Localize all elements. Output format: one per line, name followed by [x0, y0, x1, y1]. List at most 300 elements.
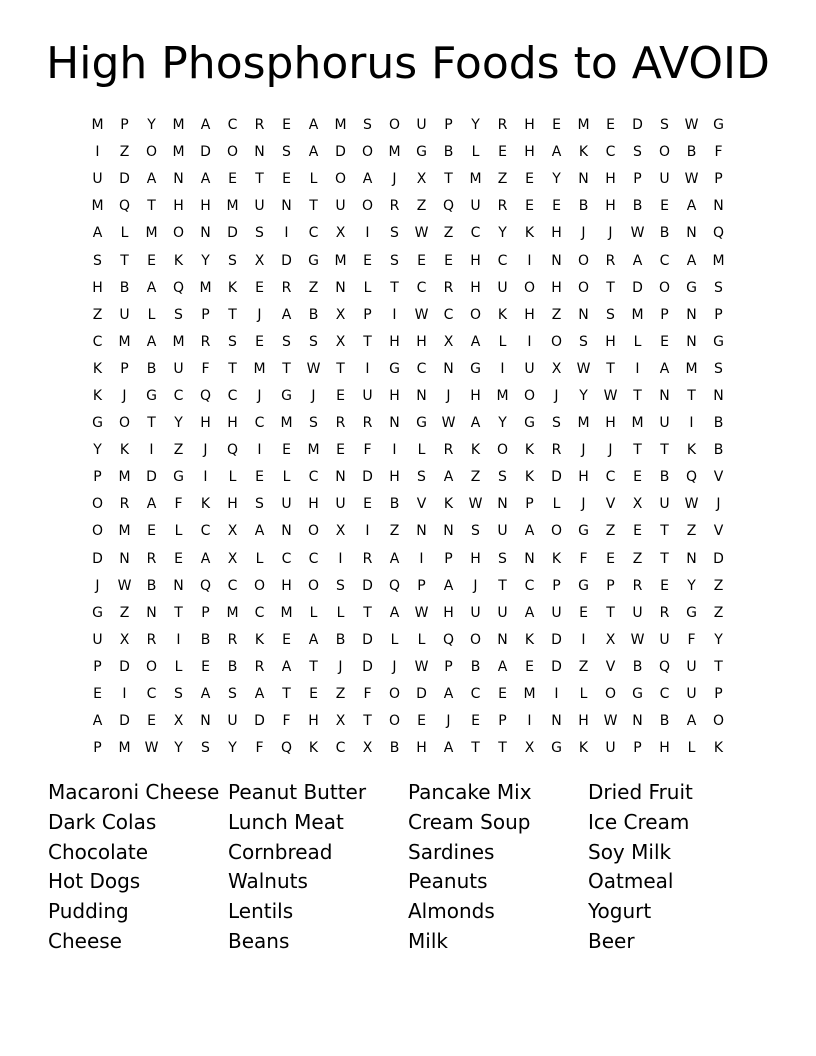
grid-letter: P — [714, 171, 723, 188]
grid-letter: U — [497, 279, 508, 296]
grid-letter: L — [228, 469, 237, 486]
grid-letter: K — [92, 387, 103, 404]
grid-letter: Q — [172, 279, 185, 296]
grid-letter: U — [362, 387, 373, 404]
grid-letter: R — [335, 415, 346, 432]
grid-letter: U — [659, 171, 670, 188]
grid-letter: D — [92, 550, 103, 567]
grid-letter: K — [524, 442, 535, 459]
grid-letter: S — [255, 225, 264, 242]
grid-letter: I — [527, 333, 532, 350]
grid-letter: S — [228, 333, 237, 350]
grid-letter: P — [660, 306, 669, 323]
grid-letter: I — [392, 442, 397, 459]
grid-letter: N — [119, 550, 130, 567]
grid-letter: S — [174, 686, 183, 703]
grid-letter: J — [122, 387, 127, 404]
grid-letter: Y — [498, 225, 507, 242]
grid-letter: V — [713, 523, 724, 540]
grid-letter: U — [173, 360, 184, 377]
grid-letter: X — [524, 740, 535, 757]
grid-letter: S — [417, 469, 426, 486]
grid-letter: D — [551, 469, 562, 486]
grid-letter: L — [174, 658, 183, 675]
grid-letter: H — [524, 306, 535, 323]
word-list-item: Peanuts — [408, 869, 488, 894]
word-list — [48, 778, 788, 957]
grid-letter: H — [308, 713, 319, 730]
grid-letter: Y — [174, 415, 183, 432]
grid-letter: N — [335, 469, 346, 486]
grid-letter: T — [633, 387, 642, 404]
grid-letter: B — [713, 415, 724, 432]
grid-letter: G — [308, 252, 319, 269]
grid-letter: B — [146, 577, 157, 594]
grid-letter: T — [147, 415, 156, 432]
grid-letter: S — [498, 550, 507, 567]
grid-letter: O — [388, 713, 401, 730]
grid-letter: B — [632, 198, 643, 215]
grid-letter: M — [496, 387, 509, 404]
grid-letter: K — [524, 225, 535, 242]
grid-letter: D — [632, 117, 643, 134]
grid-letter: I — [95, 144, 100, 161]
grid-letter: S — [390, 252, 399, 269]
grid-letter: E — [147, 713, 156, 730]
grid-letter: Y — [687, 577, 696, 594]
grid-letter: M — [172, 144, 185, 161]
grid-letter: I — [527, 252, 532, 269]
grid-letter: E — [552, 198, 561, 215]
grid-letter: B — [659, 225, 670, 242]
grid-row — [84, 600, 732, 627]
grid-letter: D — [146, 469, 157, 486]
grid-letter: X — [362, 740, 373, 757]
grid-letter: R — [119, 496, 130, 513]
grid-letter: U — [632, 604, 643, 621]
grid-letter: U — [686, 658, 697, 675]
word-list-column — [228, 778, 408, 957]
grid-letter: S — [174, 306, 183, 323]
grid-letter: E — [255, 469, 264, 486]
grid-letter: H — [92, 279, 103, 296]
grid-letter: E — [336, 442, 345, 459]
grid-letter: E — [498, 686, 507, 703]
grid-letter: Z — [443, 225, 454, 242]
grid-letter: I — [257, 442, 262, 459]
grid-letter: E — [525, 171, 534, 188]
grid-letter: A — [200, 686, 211, 703]
grid-letter: N — [173, 171, 184, 188]
grid-letter: E — [282, 117, 291, 134]
grid-letter: A — [254, 523, 265, 540]
grid-letter: C — [416, 279, 427, 296]
grid-letter: X — [254, 252, 265, 269]
grid-letter: F — [579, 550, 588, 567]
grid-letter: X — [119, 631, 130, 648]
grid-letter: D — [119, 171, 130, 188]
grid-letter: L — [309, 604, 318, 621]
grid-letter: Z — [470, 469, 481, 486]
grid-letter: D — [362, 469, 373, 486]
grid-letter: T — [147, 198, 156, 215]
grid-letter: K — [470, 442, 481, 459]
grid-letter: L — [336, 604, 345, 621]
grid-letter: A — [389, 604, 400, 621]
grid-letter: V — [605, 658, 616, 675]
grid-letter: M — [172, 333, 185, 350]
grid-letter: K — [524, 469, 535, 486]
grid-letter: K — [497, 306, 508, 323]
grid-row — [84, 302, 732, 329]
grid-letter: O — [334, 171, 347, 188]
grid-letter: R — [227, 631, 238, 648]
grid-letter: A — [146, 496, 157, 513]
grid-letter: L — [255, 550, 264, 567]
grid-letter: N — [686, 225, 697, 242]
grid-letter: X — [335, 306, 346, 323]
grid-letter: K — [119, 442, 130, 459]
grid-row — [84, 139, 732, 166]
grid-letter: U — [551, 604, 562, 621]
grid-letter: H — [389, 387, 400, 404]
grid-letter: D — [713, 550, 724, 567]
grid-letter: A — [686, 252, 697, 269]
grid-letter: E — [525, 198, 534, 215]
grid-letter: J — [257, 387, 262, 404]
grid-letter: O — [550, 333, 563, 350]
grid-letter: A — [470, 333, 481, 350]
grid-letter: U — [686, 686, 697, 703]
grid-letter: L — [633, 333, 642, 350]
grid-letter: A — [551, 144, 562, 161]
grid-letter: W — [468, 496, 483, 513]
grid-letter: G — [92, 604, 103, 621]
grid-letter: U — [497, 523, 508, 540]
grid-letter: C — [605, 469, 616, 486]
grid-letter: D — [362, 631, 373, 648]
grid-letter: Y — [471, 117, 480, 134]
word-list-column — [48, 778, 228, 957]
grid-letter: S — [93, 252, 102, 269]
grid-letter: J — [95, 577, 100, 594]
grid-letter: L — [309, 171, 318, 188]
word-list-item: Chocolate — [48, 839, 149, 864]
grid-letter: E — [282, 631, 291, 648]
grid-letter: T — [363, 713, 372, 730]
grid-letter: P — [93, 740, 102, 757]
grid-letter: C — [173, 387, 184, 404]
grid-letter: O — [307, 577, 320, 594]
grid-letter: C — [227, 387, 238, 404]
grid-letter: A — [362, 171, 373, 188]
grid-letter: N — [713, 198, 724, 215]
grid-letter: H — [227, 496, 238, 513]
grid-letter: G — [173, 469, 184, 486]
grid-letter: A — [524, 604, 535, 621]
grid-letter: G — [281, 387, 292, 404]
grid-letter: M — [199, 279, 212, 296]
grid-letter: O — [253, 577, 266, 594]
grid-letter: W — [684, 171, 699, 188]
grid-letter: H — [605, 415, 616, 432]
grid-letter: T — [174, 604, 183, 621]
grid-letter: L — [120, 225, 129, 242]
grid-letter: T — [714, 658, 723, 675]
grid-letter: N — [578, 306, 589, 323]
grid-letter: A — [200, 171, 211, 188]
grid-letter: A — [308, 631, 319, 648]
grid-letter: T — [228, 360, 237, 377]
grid-letter: J — [716, 496, 721, 513]
grid-letter: A — [443, 686, 454, 703]
word-list-item: Almonds — [408, 899, 495, 924]
grid-letter: L — [174, 523, 183, 540]
grid-letter: H — [389, 469, 400, 486]
grid-letter: J — [392, 658, 397, 675]
grid-letter: C — [335, 740, 346, 757]
grid-letter: U — [470, 604, 481, 621]
page-title: High Phosphorus Foods to AVOID — [46, 38, 770, 89]
grid-row — [84, 518, 732, 545]
grid-letter: P — [120, 360, 129, 377]
grid-letter: J — [392, 171, 397, 188]
grid-letter: Z — [497, 171, 508, 188]
grid-letter: F — [714, 144, 723, 161]
grid-letter: H — [605, 171, 616, 188]
grid-letter: B — [443, 144, 454, 161]
grid-letter: Q — [199, 387, 212, 404]
grid-letter: E — [660, 333, 669, 350]
word-list-item: Pancake Mix — [408, 780, 532, 804]
grid-letter: C — [281, 550, 292, 567]
grid-letter: I — [554, 686, 559, 703]
grid-letter: O — [577, 279, 590, 296]
grid-letter: W — [117, 577, 132, 594]
grid-letter: Y — [174, 740, 183, 757]
grid-letter: R — [659, 604, 670, 621]
grid-letter: V — [713, 469, 724, 486]
grid-letter: F — [201, 360, 210, 377]
grid-letter: B — [713, 442, 724, 459]
grid-letter: D — [416, 686, 427, 703]
grid-letter: E — [174, 550, 183, 567]
grid-letter: T — [606, 360, 615, 377]
word-list-item: Dark Colas — [48, 809, 157, 834]
grid-letter: T — [471, 740, 480, 757]
grid-letter: C — [416, 360, 427, 377]
grid-letter: Z — [389, 523, 400, 540]
grid-row — [84, 654, 732, 681]
grid-letter: T — [363, 604, 372, 621]
grid-letter: X — [335, 523, 346, 540]
grid-letter: A — [146, 171, 157, 188]
grid-letter: M — [712, 252, 725, 269]
grid-letter: H — [470, 279, 481, 296]
grid-row — [84, 383, 732, 410]
grid-letter: E — [363, 496, 372, 513]
grid-letter: W — [630, 631, 645, 648]
grid-letter: H — [470, 387, 481, 404]
grid-row — [84, 627, 732, 654]
grid-letter: S — [255, 496, 264, 513]
grid-letter: A — [146, 333, 157, 350]
grid-letter: P — [417, 577, 426, 594]
grid-letter: A — [308, 144, 319, 161]
grid-letter: X — [335, 713, 346, 730]
grid-letter: L — [498, 333, 507, 350]
grid-letter: J — [581, 442, 586, 459]
grid-row — [84, 356, 732, 383]
grid-letter: E — [309, 686, 318, 703]
grid-letter: K — [200, 496, 211, 513]
grid-letter: Y — [579, 387, 588, 404]
grid-letter: Z — [416, 198, 427, 215]
grid-letter: O — [388, 686, 401, 703]
grid-letter: K — [227, 279, 238, 296]
grid-letter: G — [146, 387, 157, 404]
grid-row — [84, 735, 732, 762]
grid-letter: G — [551, 740, 562, 757]
word-list-item: Hot Dogs — [48, 869, 141, 894]
grid-row — [84, 275, 732, 302]
grid-letter: G — [578, 577, 589, 594]
grid-letter: U — [659, 496, 670, 513]
grid-letter: R — [362, 415, 373, 432]
grid-letter: K — [308, 740, 319, 757]
grid-letter: C — [308, 550, 319, 567]
grid-letter: D — [227, 225, 238, 242]
grid-letter: Q — [388, 577, 401, 594]
grid-letter: A — [686, 713, 697, 730]
grid-letter: W — [603, 713, 618, 730]
grid-letter: S — [552, 415, 561, 432]
grid-letter: A — [92, 713, 103, 730]
grid-letter: M — [577, 117, 590, 134]
grid-letter: I — [689, 415, 694, 432]
word-list-item: Yogurt — [588, 899, 652, 924]
grid-letter: H — [389, 333, 400, 350]
grid-letter: O — [145, 658, 158, 675]
grid-letter: B — [335, 631, 346, 648]
grid-letter: U — [119, 306, 130, 323]
grid-letter: E — [579, 604, 588, 621]
grid-letter: A — [281, 306, 292, 323]
grid-letter: W — [684, 117, 699, 134]
grid-letter: G — [92, 415, 103, 432]
grid-letter: R — [389, 198, 400, 215]
grid-letter: U — [335, 496, 346, 513]
grid-letter: U — [92, 171, 103, 188]
grid-letter: P — [444, 550, 453, 567]
grid-letter: I — [419, 550, 424, 567]
grid-letter: K — [173, 252, 184, 269]
grid-row — [84, 410, 732, 437]
grid-letter: E — [417, 713, 426, 730]
grid-letter: C — [605, 144, 616, 161]
grid-letter: E — [147, 252, 156, 269]
grid-letter: H — [470, 550, 481, 567]
grid-letter: U — [416, 117, 427, 134]
grid-letter: N — [551, 713, 562, 730]
grid-letter: P — [201, 604, 210, 621]
grid-letter: B — [389, 496, 400, 513]
grid-letter: O — [469, 631, 482, 648]
grid-letter: T — [660, 523, 669, 540]
word-list-item: Pudding — [48, 899, 129, 924]
grid-letter: P — [93, 469, 102, 486]
grid-letter: R — [497, 117, 508, 134]
grid-letter: Q — [199, 577, 212, 594]
grid-letter: U — [281, 496, 292, 513]
grid-letter: S — [633, 144, 642, 161]
grid-letter: L — [147, 306, 156, 323]
grid-row — [84, 573, 732, 600]
grid-letter: E — [606, 117, 615, 134]
word-list-item: Peanut Butter — [228, 780, 367, 804]
grid-letter: T — [120, 252, 129, 269]
grid-letter: A — [254, 686, 265, 703]
grid-letter: M — [334, 252, 347, 269]
grid-letter: M — [631, 306, 644, 323]
grid-letter: B — [389, 740, 400, 757]
grid-letter: I — [500, 360, 505, 377]
grid-letter: Y — [201, 252, 210, 269]
grid-letter: R — [443, 442, 454, 459]
grid-letter: J — [446, 387, 451, 404]
word-search-grid — [84, 112, 732, 762]
grid-letter: P — [498, 713, 507, 730]
grid-letter: E — [660, 198, 669, 215]
grid-letter: C — [254, 604, 265, 621]
grid-letter: D — [551, 631, 562, 648]
grid-letter: U — [524, 360, 535, 377]
grid-letter: O — [91, 523, 104, 540]
grid-letter: G — [686, 279, 697, 296]
grid-letter: L — [363, 279, 372, 296]
grid-letter: Z — [335, 686, 346, 703]
grid-letter: E — [660, 577, 669, 594]
grid-letter: U — [605, 740, 616, 757]
grid-letter: D — [119, 658, 130, 675]
grid-letter: I — [527, 713, 532, 730]
grid-letter: M — [118, 333, 131, 350]
grid-letter: O — [712, 713, 725, 730]
grid-letter: B — [227, 658, 238, 675]
grid-letter: D — [632, 279, 643, 296]
grid-letter: N — [416, 387, 427, 404]
grid-letter: P — [120, 117, 129, 134]
grid-letter: O — [145, 144, 158, 161]
grid-letter: C — [146, 686, 157, 703]
grid-letter: E — [147, 523, 156, 540]
grid-letter: P — [525, 496, 534, 513]
grid-letter: S — [471, 523, 480, 540]
grid-letter: J — [581, 225, 586, 242]
grid-letter: O — [361, 198, 374, 215]
grid-letter: I — [122, 686, 127, 703]
grid-letter: H — [605, 333, 616, 350]
grid-letter: H — [200, 198, 211, 215]
grid-letter: S — [309, 333, 318, 350]
grid-letter: T — [336, 360, 345, 377]
grid-letter: O — [550, 523, 563, 540]
grid-letter: B — [632, 658, 643, 675]
grid-letter: A — [443, 740, 454, 757]
grid-letter: M — [334, 117, 347, 134]
word-list-item: Walnuts — [228, 869, 308, 894]
grid-letter: X — [335, 225, 346, 242]
